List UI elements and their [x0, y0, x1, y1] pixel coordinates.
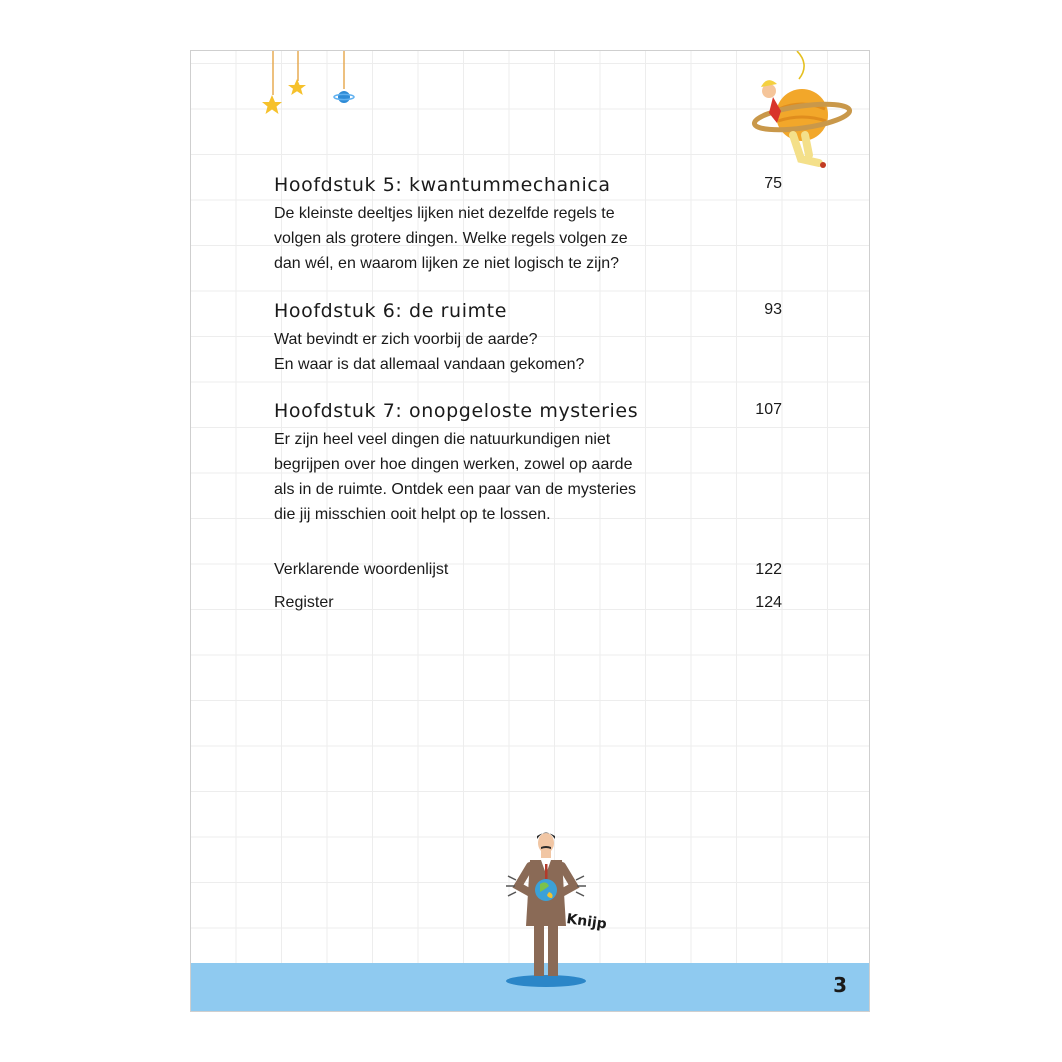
page-number: 3 — [833, 973, 847, 997]
glossary-page-number: 122 — [755, 561, 782, 578]
index-page-number: 124 — [755, 594, 782, 611]
description-line: die jij misschien ooit helpt op te lossen. — [274, 506, 551, 523]
planet-icon — [334, 91, 354, 103]
chapter-description — [274, 427, 654, 527]
chapter-page-number: 75 — [764, 175, 782, 192]
description-line: begrijpen over hoe dingen werken, zowel op aarde — [274, 456, 633, 473]
toc-chapter-7[interactable] — [274, 399, 782, 527]
toc-chapter-6[interactable] — [274, 299, 782, 377]
description-line: als in de ruimte. Ontdek een paar van de mysteries — [274, 481, 636, 498]
star-icon — [262, 95, 282, 114]
description-line: En waar is dat allemaal vandaan gekomen? — [274, 356, 585, 373]
book-page — [190, 50, 870, 1012]
illustration-caption: Knijp — [565, 911, 608, 933]
chapter-description — [274, 327, 654, 377]
chapter-page-number: 107 — [755, 401, 782, 418]
description-line: Er zijn heel veel dingen die natuurkundigen niet — [274, 431, 611, 448]
hanging-stars-icon — [251, 51, 371, 121]
toc-index[interactable] — [274, 594, 782, 616]
toc-glossary[interactable] — [274, 561, 782, 583]
chapter-title: Hoofdstuk 5: kwantummechanica — [274, 174, 611, 196]
chapter-title: Hoofdstuk 7: onopgeloste mysteries — [274, 400, 639, 422]
scientist-holding-earth-illustration — [496, 826, 631, 991]
description-line: Wat bevindt er zich voorbij de aarde? — [274, 331, 538, 348]
chapter-description — [274, 201, 654, 276]
glossary-label: Verklarende woordenlijst — [274, 561, 449, 578]
description-line: dan wél, en waarom lijken ze niet logisch te zijn? — [274, 255, 620, 272]
description-line: volgen als grotere dingen. Welke regels volgen ze — [274, 230, 628, 247]
chapter-title: Hoofdstuk 6: de ruimte — [274, 300, 508, 322]
toc-chapter-5[interactable] — [274, 173, 782, 276]
chapter-page-number: 93 — [764, 301, 782, 318]
index-label: Register — [274, 594, 334, 611]
saturn-boy-illustration — [747, 51, 857, 176]
star-icon — [288, 79, 306, 95]
description-line: De kleinste deeltjes lijken niet dezelfde regels te — [274, 205, 615, 222]
